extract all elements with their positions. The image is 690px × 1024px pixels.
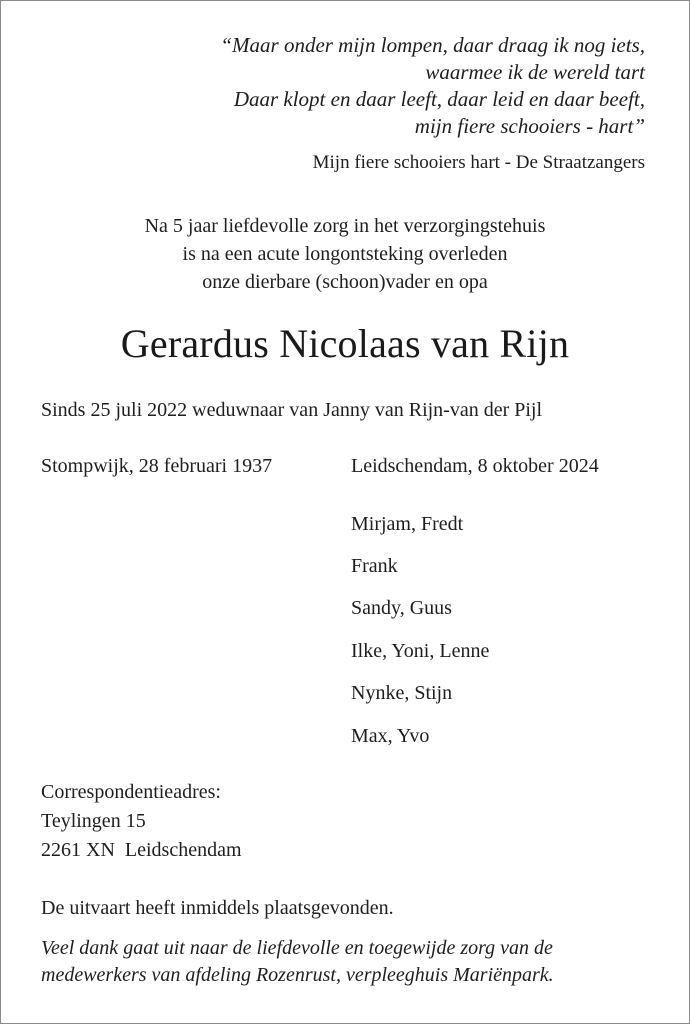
quote-line-3: Daar klopt en daar leeft, daar leid en daar beeft, bbox=[233, 87, 645, 111]
correspondence-street: Teylingen 15 bbox=[41, 810, 146, 832]
intro-line-2: is na een acute longontsteking overleden bbox=[182, 243, 508, 265]
death-place-date: Leidschendam, 8 oktober 2024 bbox=[351, 455, 599, 477]
intro-line-3: onze dierbare (schoon)vader en opa bbox=[202, 271, 488, 293]
family-item: Frank bbox=[351, 555, 398, 577]
quote-line-4: mijn fiere schooiers - hart” bbox=[414, 114, 645, 138]
family-item: Nynke, Stijn bbox=[351, 682, 453, 704]
thanks-line-2: medewerkers van afdeling Rozenrust, verpleeghuis Mariënpark. bbox=[41, 964, 554, 986]
intro-line-1: Na 5 jaar liefdevolle zorg in het verzorgingstehuis bbox=[144, 215, 546, 237]
correspondence-label: Correspondentieadres: bbox=[41, 781, 221, 803]
quote-line-2: waarmee ik de wereld tart bbox=[425, 60, 645, 84]
birth-place-date: Stompwijk, 28 februari 1937 bbox=[41, 455, 273, 477]
funeral-note: De uitvaart heeft inmiddels plaatsgevonden. bbox=[41, 897, 394, 919]
quote-line-1: “Maar onder mijn lompen, daar draag ik nog iets, bbox=[220, 33, 645, 57]
family-item: Mirjam, Fredt bbox=[351, 513, 464, 535]
family-item: Max, Yvo bbox=[351, 725, 430, 747]
quote-source: Mijn fiere schooiers hart - De Straatzangers bbox=[312, 152, 645, 173]
family-item: Ilke, Yoni, Lenne bbox=[351, 640, 490, 662]
correspondence-postal: 2261 XN Leidschendam bbox=[41, 839, 242, 861]
widower-line: Sinds 25 juli 2022 weduwnaar van Janny van Rijn-van der Pijl bbox=[41, 399, 543, 421]
deceased-name: Gerardus Nicolaas van Rijn bbox=[120, 321, 570, 366]
family-item: Sandy, Guus bbox=[351, 597, 452, 619]
thanks-line-1: Veel dank gaat uit naar de liefdevolle en toegewijde zorg van de bbox=[41, 937, 553, 959]
